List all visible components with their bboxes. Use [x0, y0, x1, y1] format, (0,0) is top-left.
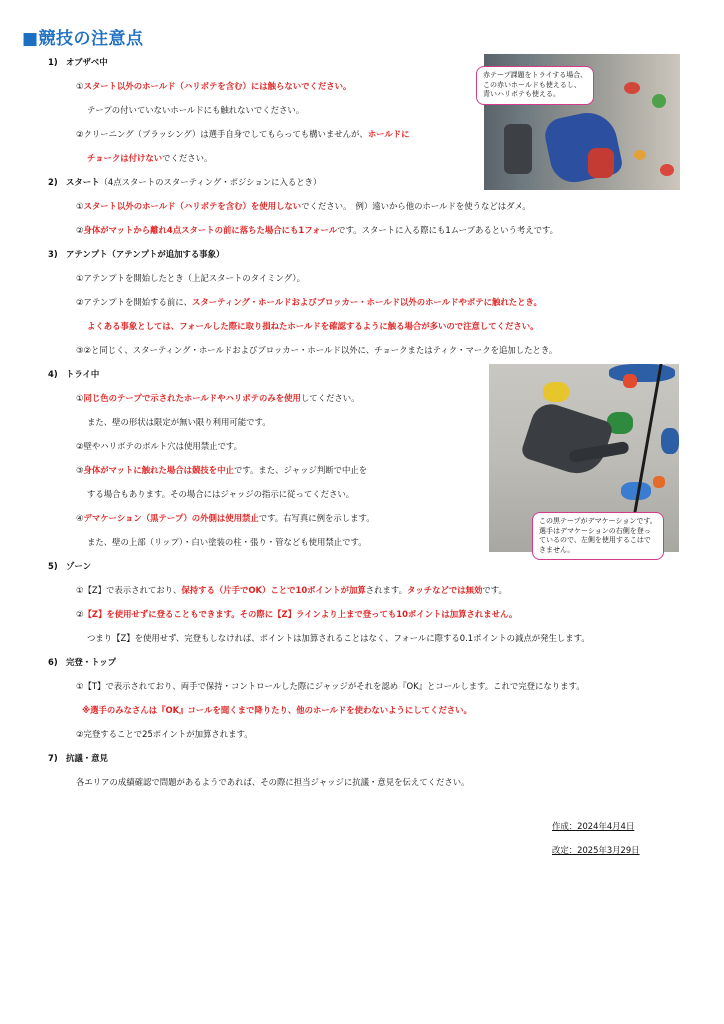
rule-number: ①: [76, 81, 84, 91]
hold: [609, 364, 675, 382]
rule-emphasis: スタート以外のホールド（ハリボテを含む）を使用しない: [83, 201, 302, 211]
hold: [543, 382, 569, 402]
rule-emphasis: 身体がマットに触れた場合は競技を中止: [83, 465, 234, 475]
climber: [520, 399, 615, 481]
rule-number: ①: [76, 585, 84, 595]
rule-text: してください。: [300, 393, 360, 403]
section-heading: 7) 抗議・意見: [48, 753, 108, 763]
section-heading: [48, 176, 321, 188]
rule-text: です。右写真に例を示します。: [258, 513, 375, 523]
hold: [624, 82, 640, 94]
rule-number: ②: [76, 609, 84, 619]
section-heading: 6) 完登・トップ: [48, 657, 117, 667]
rule-line: [76, 608, 517, 620]
hold: [504, 124, 532, 174]
rule-line: [76, 512, 375, 524]
hold: [634, 150, 646, 160]
rule-line: [76, 80, 351, 92]
section-heading: 3) アテンプト（アテンプトが追加する事象）: [48, 249, 225, 259]
rule-text: でください。: [162, 153, 213, 163]
rule-line: [76, 200, 531, 212]
section-heading: 4) トライ中: [48, 369, 100, 379]
rule-number: ②: [76, 729, 84, 739]
section-subtitle: （4点スタートのスターティング・ポジションに入るとき）: [99, 177, 322, 187]
rule-line: する場合もあります。その場合にはジャッジの指示に従ってください。: [87, 489, 355, 499]
rule-line: つまり【Z】を使用せず、完登もしなければ、ポイントは加算されることはなく、フォールに際する0.1ポイントの減点が発生します。: [87, 633, 590, 643]
rule-line: ※選手のみなさんは『OK』コールを聞くまで降りたり、他のホールドを使わないようにしてください。: [82, 705, 472, 715]
rule-emphasis: スタート以外のホールド（ハリボテを含む）には触らないでください。: [83, 81, 352, 91]
rule-number: ③: [76, 465, 84, 475]
rule-emphasis: チョークは付けない: [87, 153, 163, 163]
rule-line: [76, 392, 360, 404]
rule-emphasis: ホールドに: [367, 129, 410, 139]
hold: [623, 374, 637, 388]
rule-line: [76, 680, 585, 692]
rule-emphasis: 身体がマットから離れ4点スタートの前に落ちた場合にも1フォール: [83, 225, 338, 235]
rule-text: 【Z】で表示されており、: [83, 585, 182, 595]
rule-line: また、壁の形状は限定が無い限り利用可能です。: [87, 417, 271, 427]
rule-emphasis: デマケーション（黒テープ）の外側は使用禁止: [83, 513, 259, 523]
rule-line: [76, 440, 242, 452]
rule-number: ③: [76, 345, 84, 355]
rule-text: クリーニング（ブラッシング）は選手自身でしてもらっても構いませんが、: [83, 129, 368, 139]
callout-volume-note: [476, 66, 594, 105]
rule-number: ①: [76, 681, 84, 691]
section-title: 2) スタート: [48, 177, 100, 187]
rule-text: です。また、ジャッジ判断で中止を: [233, 465, 368, 475]
page-title: ■競技の注意点: [22, 29, 144, 49]
rule-number: ④: [76, 513, 84, 523]
rule-line: [76, 272, 305, 284]
rule-line: [76, 128, 410, 140]
rule-number: ②: [76, 225, 84, 235]
section-heading: 5) ゾーン: [48, 561, 91, 571]
rule-text: されます。: [365, 585, 407, 595]
rule-line: [76, 464, 367, 476]
rule-emphasis: 保持する（片手でOK）ことで10ポイントが加算: [181, 585, 366, 595]
rule-line: [76, 224, 558, 236]
callout-line: この黒テープがデマケーションです。: [539, 517, 657, 525]
rule-number: ②: [76, 441, 84, 451]
created-date: 作成：2024年4月4日: [552, 821, 635, 831]
rule-emphasis: スターティング・ホールドおよびブロッカー・ホールド以外のホールドやボテに触れたとき。: [191, 297, 542, 307]
rule-text: 壁やハリボテのボルト穴は使用禁止です。: [83, 441, 242, 451]
rule-line: 各エリアの成績確認で問題があるようであれば、その際に担当ジャッジに抗議・意見を伝えてください。: [76, 777, 470, 787]
callout-line: 赤テープ課題をトライする場合、: [483, 71, 588, 79]
rule-number: ②: [76, 297, 84, 307]
hold: [660, 164, 674, 176]
rule-line: よくある事象としては、フォールした際に取り損ねたホールドを確認するように触る場合が多いので注意してください。: [87, 321, 539, 331]
rule-number: ①: [76, 201, 84, 211]
revised-date: 改定：2025年3月29日: [552, 845, 640, 855]
callout-demarcation-note: [532, 512, 664, 560]
rule-emphasis: 同じ色のテープで示されたホールドやハリボテのみを使用: [83, 393, 301, 403]
rule-text: アテンプトを開始する前に、: [83, 297, 192, 307]
callout-line: 青いハリボテも使える。: [483, 90, 560, 98]
rule-line: [76, 344, 557, 356]
hold: [652, 94, 666, 108]
callout-line: 選手はデマケーションの右側を登っ: [539, 526, 651, 535]
callout-line: ているので、左側を使用するこはで: [539, 536, 651, 544]
red-hold: [588, 148, 614, 178]
rule-emphasis: 【Z】を使用せずに登ることもできます。その際に【Z】ラインより上まで登っても10ポイントは加算されません。: [83, 609, 518, 619]
rule-text: でください。 例）遠いから他のホールドを使うなどはダメ。: [301, 201, 531, 211]
rule-text: 【T】で表示されており、両手で保持・コントロールした際にジャッジがそれを認め『OK』とコールします。これで完登になります。: [83, 681, 585, 691]
rule-text: ②と同じく、スターティング・ホールドおよびブロッカー・ホールド以外に、チョークまたはティク・マークを追加したとき。: [83, 345, 558, 355]
rule-text: アテンプトを開始したとき（上記スタートのタイミング）。: [83, 273, 305, 283]
rule-number: ①: [76, 273, 84, 283]
hold: [653, 476, 665, 488]
hold: [661, 428, 679, 454]
callout-line: きません。: [539, 545, 575, 554]
rule-line: [76, 296, 542, 308]
rule-line: テープの付いていないホールドにも触れないでください。: [87, 105, 305, 115]
section-heading: 1) オブザベ中: [48, 57, 108, 67]
rule-number: ①: [76, 393, 84, 403]
rule-emphasis: タッチなどでは無効: [407, 585, 483, 595]
rule-line: また、壁の上部（リップ）・白い塗装の柱・張り・管なども使用禁止です。: [87, 537, 367, 547]
callout-line: この赤いホールドも使えるし、: [483, 80, 581, 89]
rule-line: [76, 584, 507, 596]
rule-number: ②: [76, 129, 84, 139]
rule-text: 完登することで25ポイントが加算されます。: [83, 729, 253, 739]
rule-text: です。: [482, 585, 507, 595]
rule-line: [87, 152, 212, 164]
rule-line: [76, 728, 253, 740]
rule-text: です。スタートに入る際にも1ムーブあるという考えです。: [337, 225, 559, 235]
